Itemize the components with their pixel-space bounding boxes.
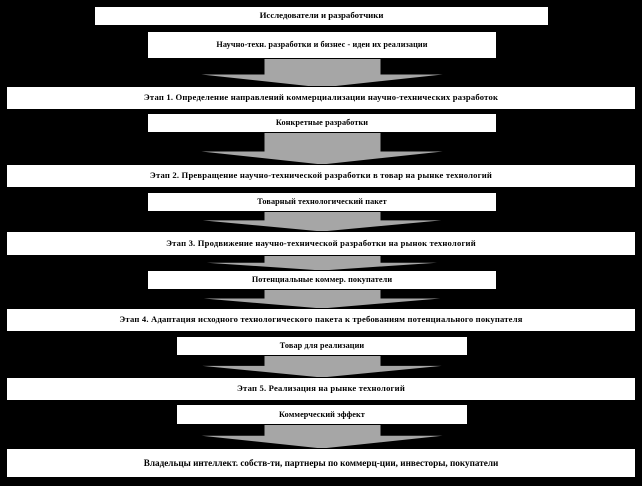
diagram-node-n12: Коммерческий эффект xyxy=(176,404,468,425)
diagram-node-n13: Владельцы интеллект. собств-ти, партнеры по коммерц-ции, инвесторы, покупатели xyxy=(6,448,636,478)
diagram-node-n4: Конкретные разработки xyxy=(147,113,497,133)
flow-arrow-down xyxy=(192,255,452,271)
diagram-node-n2: Научно-техн. разработки и бизнес - идеи их реализации xyxy=(147,31,497,59)
flow-arrow-down xyxy=(192,58,452,88)
flow-arrow-down xyxy=(192,289,452,309)
flow-arrow-down xyxy=(192,355,452,378)
flow-arrow-down xyxy=(192,424,452,449)
diagram-node-n3: Этап 1. Определение направлений коммерциализации научно-технических разработок xyxy=(6,86,636,110)
diagram-node-n10: Товар для реализации xyxy=(176,336,468,356)
flow-arrow-down xyxy=(192,132,452,165)
diagram-node-n5: Этап 2. Превращение научно-технической разработки в товар на рынке технологий xyxy=(6,164,636,188)
diagram-node-n9: Этап 4. Адаптация исходного технологического пакета к требованиям потенциального покупателя xyxy=(6,308,636,332)
flow-arrow-down xyxy=(192,210,452,232)
diagram-node-n7: Этап 3. Продвижение научно-технической разработки на рынок технологий xyxy=(6,231,636,256)
diagram-node-n1: Исследователи и разработчики xyxy=(94,6,549,26)
diagram-node-n11: Этап 5. Реализация на рынке технологий xyxy=(6,377,636,401)
diagram-node-n8: Потенциальные коммер. покупатели xyxy=(147,270,497,290)
diagram-node-n6: Товарный технологический пакет xyxy=(147,192,497,212)
